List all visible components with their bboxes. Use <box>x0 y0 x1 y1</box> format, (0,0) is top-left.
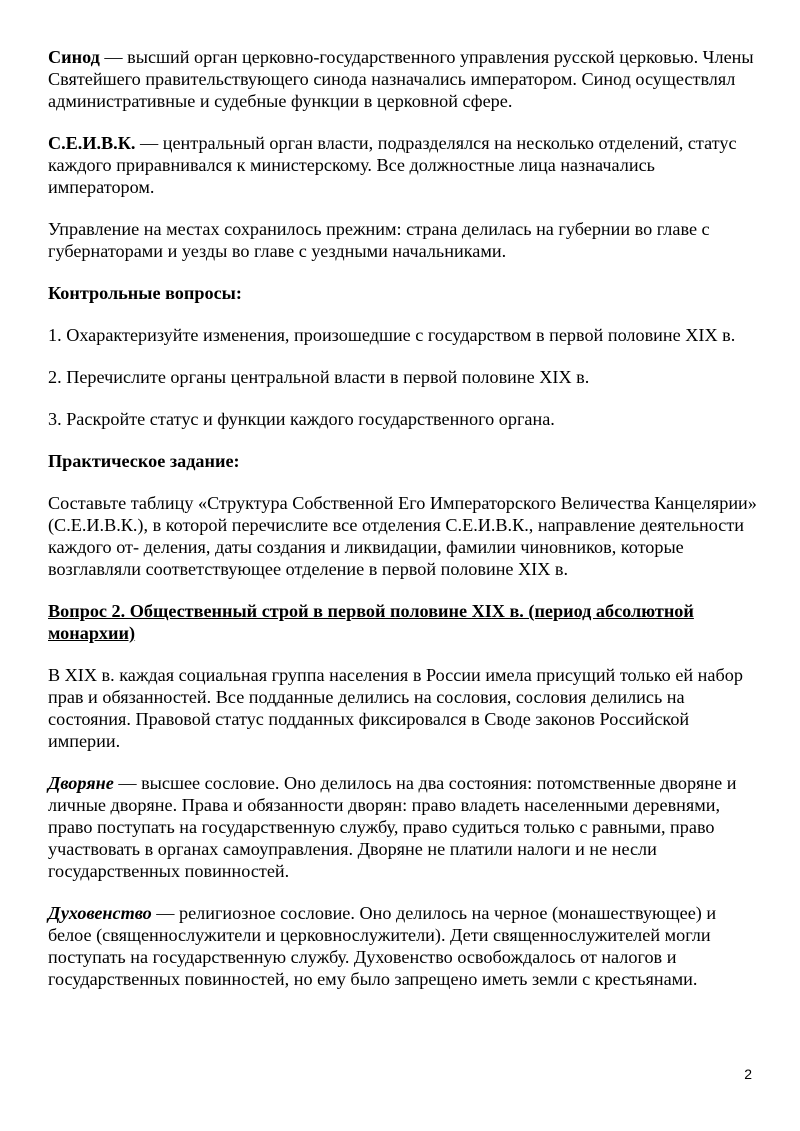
page-number: 2 <box>744 1066 752 1082</box>
nobility-text: — высшее сословие. Оно делилось на два состояния: потомственные дворяне и личные дворяне. Права и обязанности дворян: право владеть населенными деревнями, право поступать на государственную службу, право судиться только с равными, право участвовать в органах самоуправления. Дворяне не платили налоги и не несли государственных повинностей. <box>48 773 737 881</box>
question-item-3: 3. Раскройте статус и функции каждого государственного органа. <box>48 409 555 429</box>
heading-control-questions: Контрольные вопросы: <box>48 283 242 303</box>
clergy-text: — религиозное сословие. Оно делилось на черное (монашествующее) и белое (священнослужители и церковнослужители). Дети священнослужителей могли поступать на государственную службу. Духовенство освобождалось от налогов и государственных повинностей, но ему было запрещено иметь земли с крестьянами. <box>48 903 717 989</box>
question-item-2: 2. Перечислите органы центральной власти в первой половине XIX в. <box>48 367 590 387</box>
question-item-1: 1. Охарактеризуйте изменения, произошедшие с государством в первой половине XIX в. <box>48 325 736 345</box>
paragraph-synod <box>48 46 758 112</box>
section-heading-question-2: Вопрос 2. Общественный строй в первой половине XIX в. (период абсолютной монархии) <box>48 601 694 643</box>
document-page <box>48 46 758 1010</box>
term-synod: Синод <box>48 47 100 67</box>
heading-practical-task: Практическое задание: <box>48 451 240 471</box>
term-clergy: Духовенство <box>48 903 152 923</box>
paragraph-local-government: Управление на местах сохранилось прежним: страна делилась на губернии во главе с губернаторами и уезды во главе с уездными начальниками. <box>48 219 710 261</box>
paragraph-clergy <box>48 902 758 990</box>
term-seivk: С.Е.И.В.К. <box>48 133 136 153</box>
paragraph-seivk <box>48 132 758 198</box>
paragraph-nobility <box>48 772 758 882</box>
term-nobility: Дворяне <box>48 773 114 793</box>
seivk-text: — центральный орган власти, подразделялся на несколько отделений, статус каждого приравнивался к министерскому. Все должностные лица назначались императором. <box>48 133 737 197</box>
paragraph-practical-task: Составьте таблицу «Структура Собственной Его Императорского Величества Канцелярии» (С.Е.И.В.К.), в которой перечислите все отделения С.Е.И.В.К., направление деятельности каждого от- деления, даты создания и ликвидации, фамилии чиновников, которые возглавляли соответствующее отделение в первой половине XIX в. <box>48 493 757 579</box>
synod-text: — высший орган церковно-государственного управления русской церковью. Члены Святейшего правительствующего синода назначались императором. Синод осуществлял административные и судебные функции в церковной сфере. <box>48 47 754 111</box>
paragraph-question-2-intro: В XIX в. каждая социальная группа населения в России имела присущий только ей набор прав и обязанностей. Все подданные делились на сословия, сословия делились на состояния. Правовой статус подданных фиксировался в Своде законов Российской империи. <box>48 665 743 751</box>
